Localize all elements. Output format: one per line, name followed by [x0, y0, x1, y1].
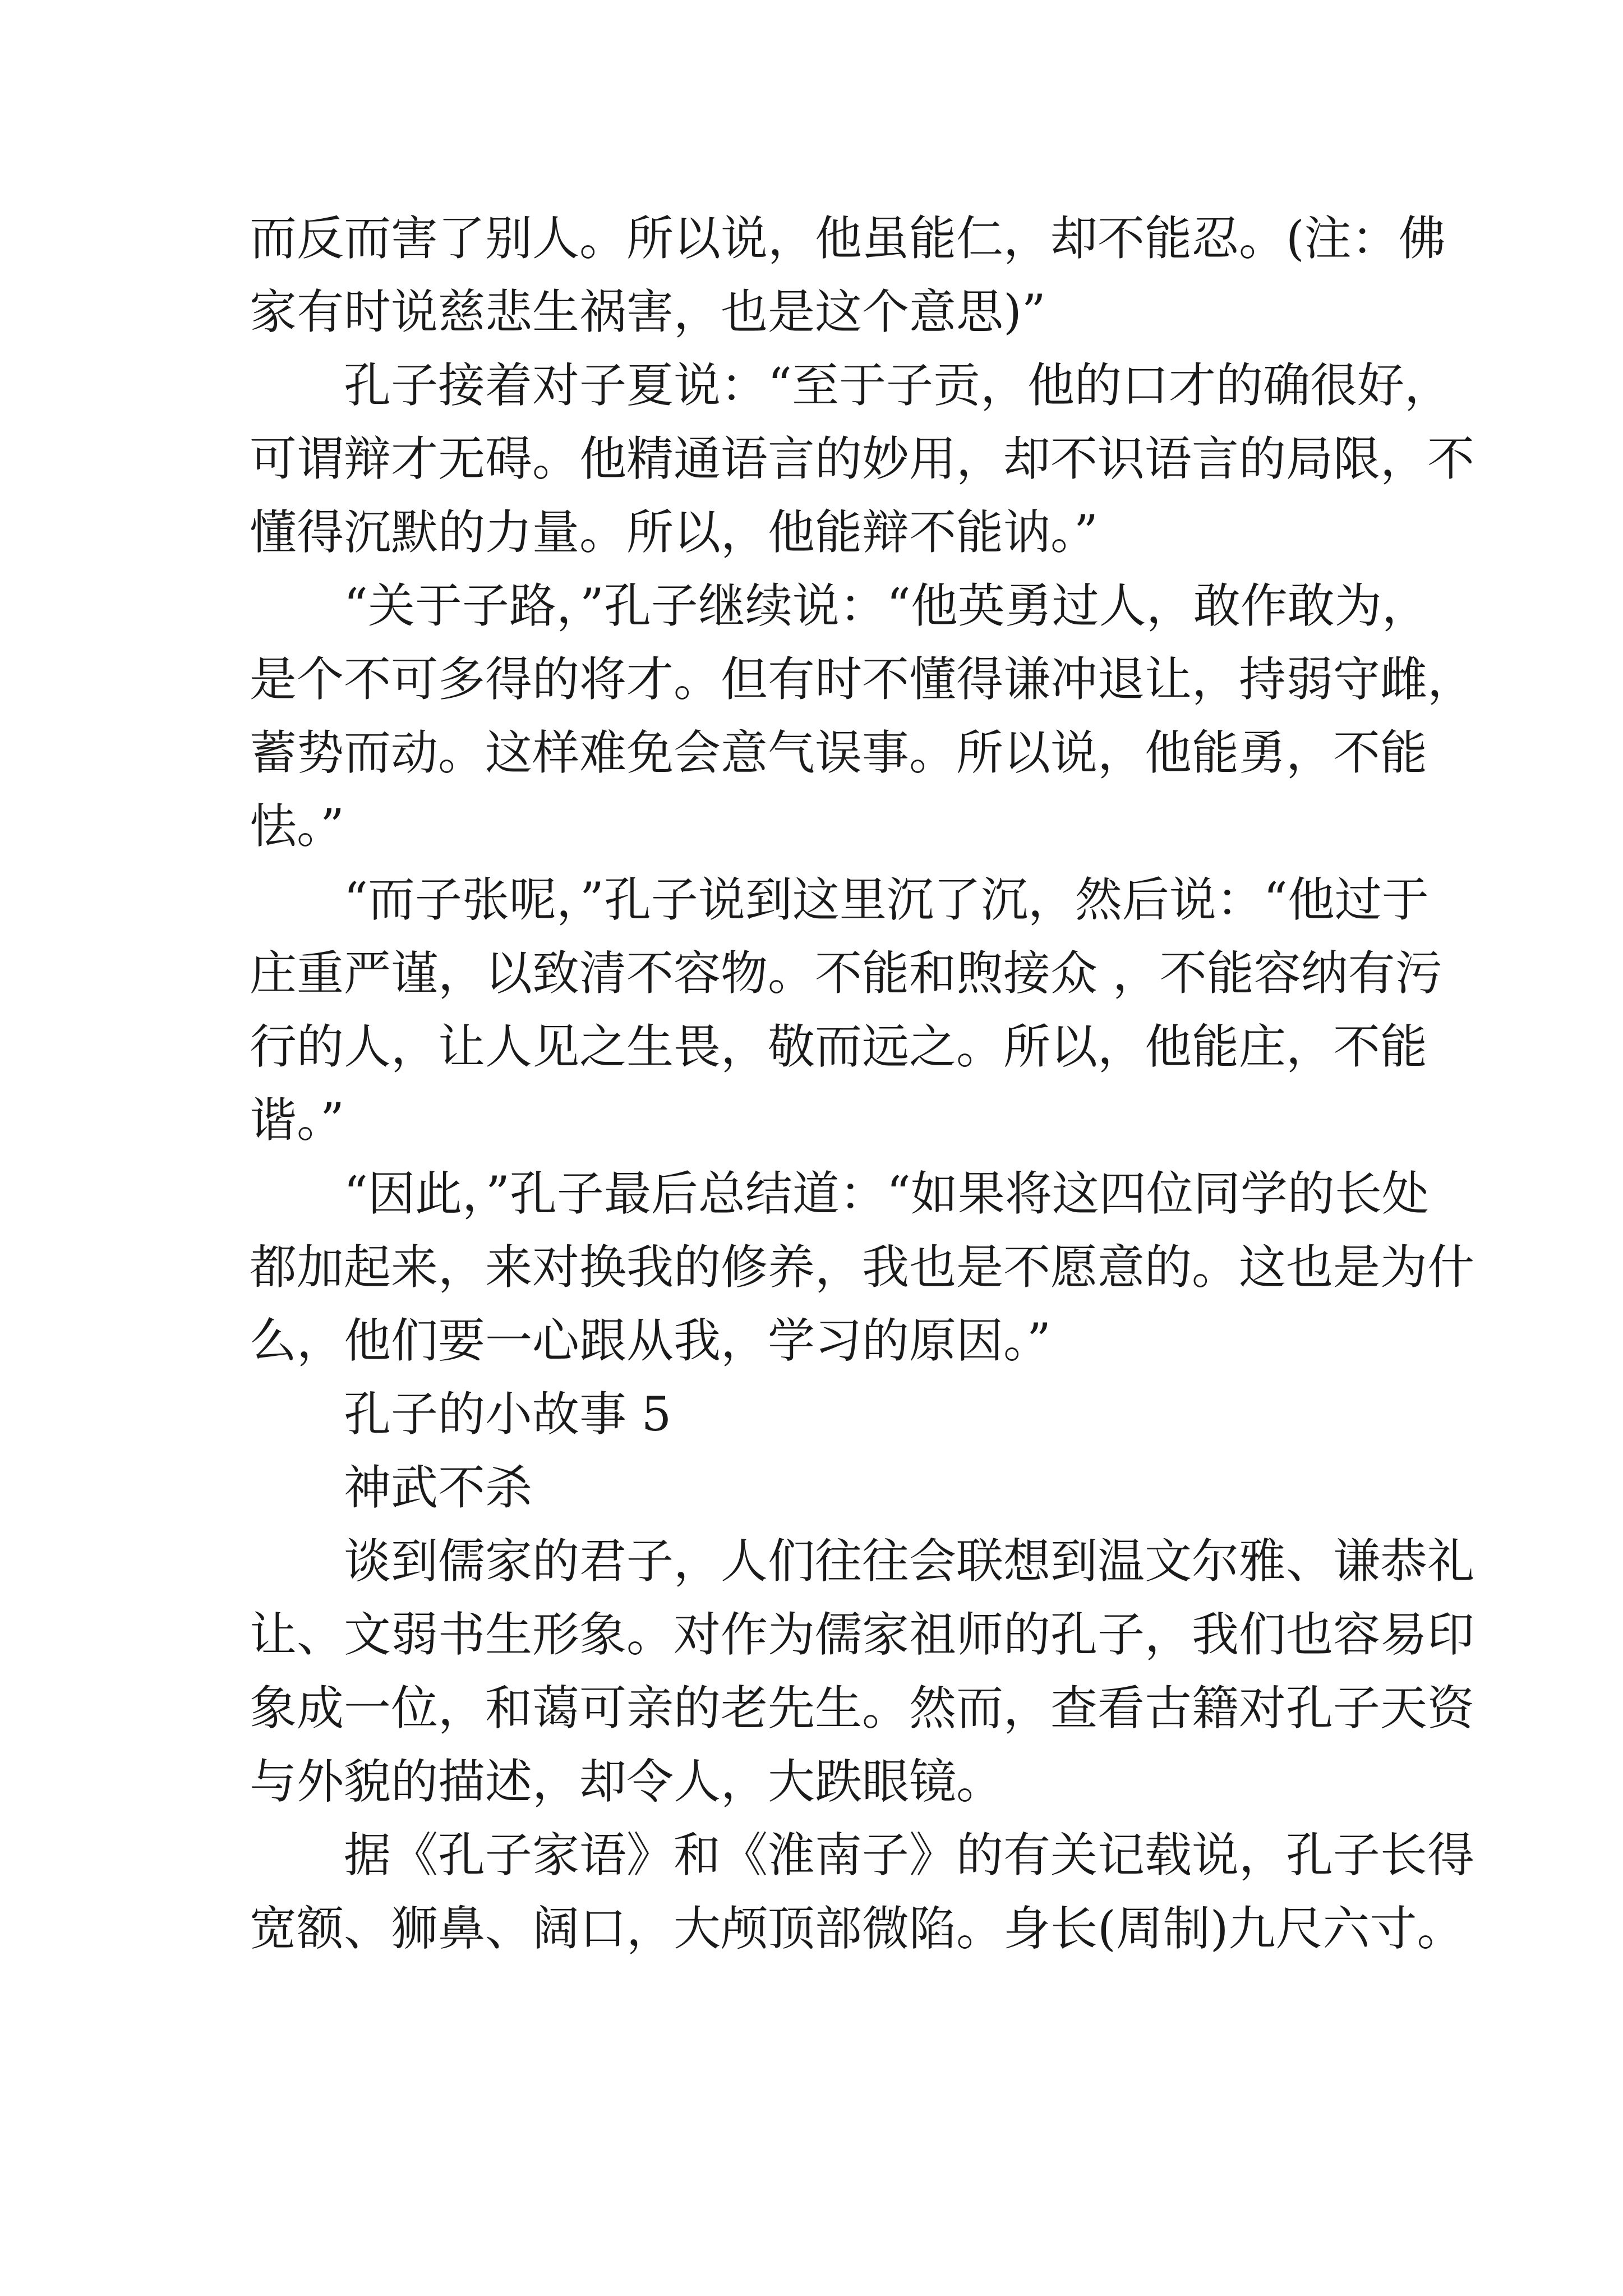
text-line: 象成一位，和蔼可亲的老先生。然而，查看古籍对孔子天资 — [250, 1681, 1475, 1736]
paragraph-start-line: 据《孔子家语》和《淮南子》的有关记载说，孔子长得 — [344, 1828, 1475, 1883]
text-line: 可谓辩才无碍。他精通语言的妙用，却不识语言的局限，不 — [250, 431, 1475, 486]
paragraph-start-line: “因此，”孔子最后总结道：“如果将这四位同学的长处 — [344, 1166, 1429, 1221]
text-line: 怯。” — [250, 799, 344, 854]
text-line: 宽额、狮鼻、阔口，大颅顶部微陷。身长(周制)九尺六寸。 — [250, 1901, 1464, 1956]
paragraph-start-line: 谈到儒家的君子，人们往往会联想到温文尔雅、谦恭礼 — [344, 1534, 1475, 1589]
text-line: 谐。” — [250, 1093, 344, 1148]
story-title: 神武不杀 — [344, 1460, 533, 1515]
text-line: 蓄势而动。这样难免会意气误事。所以说，他能勇，不能 — [250, 725, 1428, 780]
text-line: 行的人，让人见之生畏，敬而远之。所以，他能庄，不能 — [250, 1019, 1428, 1074]
text-line: 么，他们要一心跟从我，学习的原因。” — [250, 1313, 1051, 1368]
text-line: 庄重严谨，以致清不容物。不能和煦接众 ，不能容纳有污 — [250, 946, 1442, 1001]
paragraph-start-line: “而子张呢，”孔子说到这里沉了沉，然后说：“他过于 — [344, 872, 1429, 927]
text-line: 是个不可多得的将才。但有时不懂得谦冲退让，持弱守雌， — [250, 652, 1475, 707]
paragraph-start-line: 孔子接着对子夏说：“至于子贡，他的口才的确很好， — [344, 358, 1451, 413]
text-line: 懂得沉默的力量。所以，他能辩不能讷。” — [250, 505, 1098, 560]
document-body — [250, 202, 1475, 1966]
text-line: 都加起来，来对换我的修养，我也是不愿意的。这也是为什 — [250, 1240, 1475, 1295]
text-line: 与外貌的描述，却令人，大跌眼镜。 — [250, 1754, 1004, 1809]
text-line: 让、文弱书生形象。对作为儒家祖师的孔子，我们也容易印 — [250, 1607, 1475, 1662]
text-line: 家有时说慈悲生祸害，也是这个意思)” — [250, 284, 1046, 339]
text-line: 而反而害了别人。所以说，他虽能仁，却不能忍。(注：佛 — [250, 211, 1446, 266]
paragraph-start-line: “关于子路，”孔子继续说：“他英勇过人，敢作敢为， — [344, 578, 1429, 633]
section-heading: 孔子的小故事 5 — [344, 1387, 672, 1442]
